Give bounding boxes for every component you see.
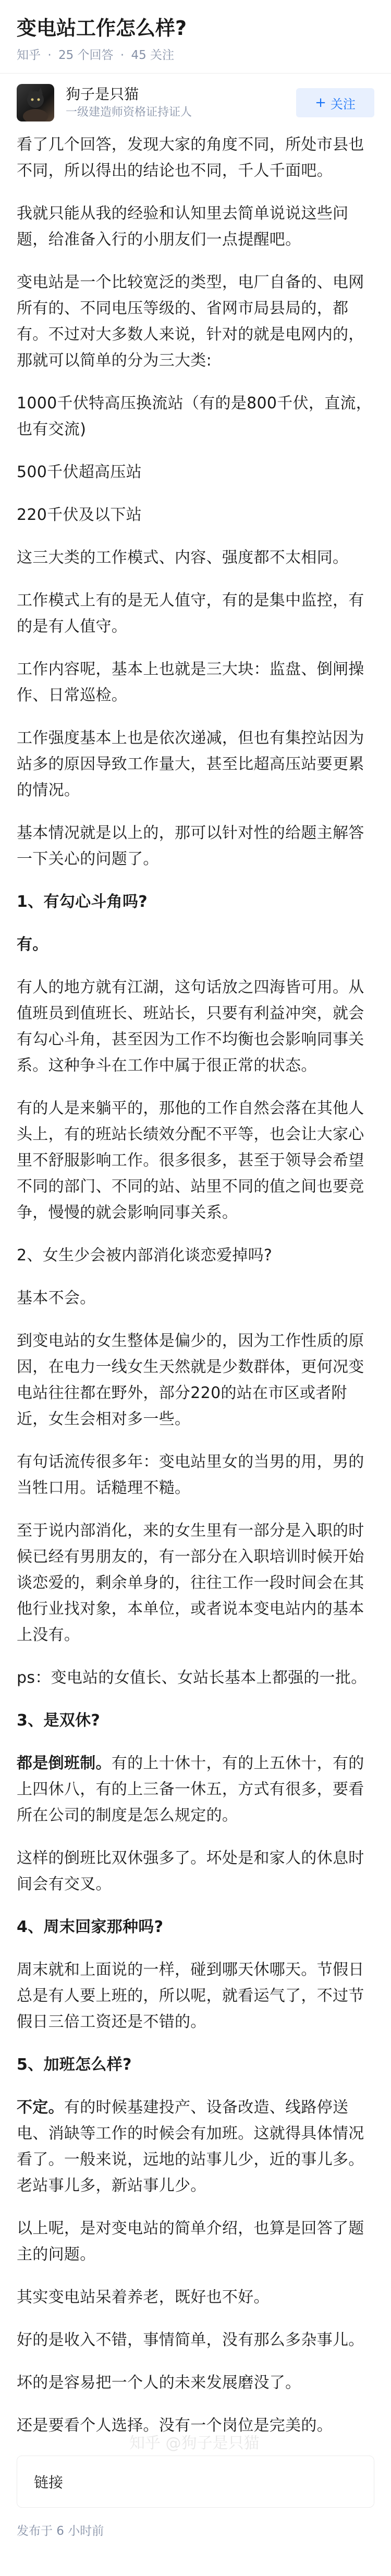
answer-paragraph [17,1518,374,1648]
answer-paragraph [17,545,374,571]
answer-heading [17,2052,374,2078]
watermark: 知乎 @狗子是只猫 [129,2434,260,2452]
answer-paragraph [17,588,374,640]
answer-text: 有的时候基建投产、设备改造、线路停送电、消缺等工作的时候会有加班。这就得具体情况看了。一般来说，远地的站事儿少，近的事儿多。老站事儿多，新站事儿少。 [17,2098,364,2195]
answer-paragraph [17,1096,374,1226]
answer-paragraph [17,1957,374,2035]
answer-text: 有人的地方就有江湖，这句话放之四海皆可用。从值班员到值班长、班站长，只要有利益冲突，就会有勾心斗角，甚至因为工作不均衡也会影响同事关系。这种争斗在工作中属于很正常的状态。 [17,978,364,1075]
answer-paragraph [17,1751,374,1829]
answer-text: 好的是收入不错，事情简单，没有那么多杂事儿。 [17,2331,364,2349]
answer-text: 3、是双休? [17,1711,101,1730]
answer-paragraph [17,270,374,374]
answer-text: 这三大类的工作模式、内容、强度都不太相同。 [17,549,349,567]
answer-paragraph [17,1285,374,1311]
answer-text: 变电站是一个比较宽泛的类型，电厂自备的、电网所有的、不同电压等级的、省网市局县局的，都有。不过对大多数人来说，针对的就是电网内的，那就可以简单的分为三大类: [17,273,364,370]
answer-heading [17,1708,374,1734]
answer-text: 基本不会。 [17,1289,96,1307]
question-meta [17,45,374,66]
answer-text: 其实变电站呆着养老，既好也不好。 [17,2288,270,2306]
meta-separator: · [120,48,125,62]
answer-text: 看了几个回答，发现大家的角度不同，所处市县也不同，所以得出的结论也不同，千人千面吧。 [17,136,364,180]
answer-text: 到变电站的女生整体是偏少的，因为工作性质的原因，在电力一线女生天然就是少数群体，更何况变电站往往都在野外，部分220的站在市区或者附近，女生会相对多一些。 [17,1332,364,1428]
answer-paragraph [17,657,374,709]
follower-count: 45 关注 [131,48,175,62]
published-time: 发布于 6 小时前 [17,2524,104,2538]
answer-text: 220千伏及以下站 [17,506,142,524]
answer-count[interactable]: 25 个回答 [58,48,114,62]
answer-paragraph [17,201,374,253]
answer-paragraph [17,2370,374,2396]
follow-label: 关注 [330,96,356,112]
link-label: 链接 [34,2474,64,2491]
answer-paragraph [17,132,374,184]
answer-text: 1000千伏特高压换流站（有的是800千伏，直流，也有交流) [17,394,372,439]
answer-text: 500千伏超高压站 [17,463,142,481]
answer-paragraph [17,1243,374,1269]
answer-paragraph [17,1665,374,1691]
answer-text: 工作强度基本上也是依次递减，但也有集控站因为站多的原因导致工作量大，甚至比超高压站要更累的情况。 [17,729,364,799]
avatar-icon-graphic [17,84,54,121]
answer-text: 工作模式上有的是无人值守，有的是集中监控，有的是有人值守。 [17,591,364,636]
question-source: 知乎 [17,48,41,62]
answer-paragraph [17,2216,374,2268]
answer-text: 我就只能从我的经验和认知里去简单说说这些问题，给准备入行的小朋友们一点提醒吧。 [17,204,349,249]
answer-paragraph [17,1328,374,1432]
answer-paragraph [17,975,374,1079]
author-info [66,84,296,121]
answer-text: 这样的倒班比双休强多了。坏处是和家人的休息时间会有交叉。 [17,1849,364,1893]
answer-paragraph [17,2327,374,2353]
answer-text: 以上呢，是对变电站的简单介绍，也算是回答了题主的问题。 [17,2219,364,2264]
answer-heading [17,1914,374,1940]
question-title[interactable]: 变电站工作怎么样? [17,17,187,40]
answer-paragraph [17,2413,374,2439]
answer-text: 有的上十休十，有的上五休十，有的上四休八，有的上三备一休五，方式有很多，要看所在公司的制度是怎么规定的。 [17,1754,364,1825]
answer-paragraph [17,502,374,528]
answer-text: 2、女生少会被内部消化谈恋爱掉吗? [17,1246,273,1265]
answer-paragraph [17,1845,374,1898]
answer-text: 工作内容呢，基本上也就是三大块：监盘、倒闸操作、日常巡检。 [17,660,364,704]
answer-bold-lead: 不定。 [17,2098,64,2117]
meta-separator: · [47,48,52,62]
answer-paragraph [17,820,374,872]
answer-text: 还是要看个人选择。没有一个岗位是完美的。 [17,2416,333,2435]
author-certification: 一级建造师资格证持证人 [66,106,192,119]
answer-text: 有。 [17,935,48,954]
avatar-icon[interactable] [17,84,54,121]
answer-text: 周末就和上面说的一样，碰到哪天休哪天。节假日总是有人要上班的，所以呢，就看运气了，不过节假日三倍工资还是不错的。 [17,1961,364,2031]
link-card[interactable] [17,2456,374,2508]
answer-paragraph [17,2095,374,2199]
answer-bold-lead: 都是倒班制。 [17,1754,112,1772]
author-row [17,74,374,132]
answer-body [17,132,374,2439]
answer-paragraph [17,391,374,443]
answer-text: 1、有勾心斗角吗? [17,893,148,911]
answer-text: ps：变电站的女值长、女站长基本上都强的一批。 [17,1669,367,1687]
answer-heading [17,889,374,915]
answer-text: 至于说内部消化，来的女生里有一部分是入职的时候已经有男朋友的，有一部分在入职培训时候开始谈恋爱的，剩余单身的，往往工作一段时间会在其他行业找对象，本单位，或者说本变电站内的基本上没有。 [17,1522,364,1644]
answer-paragraph [17,459,374,485]
answer-heading [17,932,374,958]
answer-text: 4、周末回家那种吗? [17,1918,164,1936]
author-name[interactable]: 狗子是只猫 [66,86,139,103]
follow-button[interactable] [296,88,374,117]
answer-text: 基本情况就是以上的，那可以针对性的给题主解答一下关心的问题了。 [17,824,364,868]
answer-text: 有的人是来躺平的，那他的工作自然会落在其他人头上，有的班站长绩效分配不平等，也会让大家心里不舒服影响工作。很多很多，甚至于领导会希望不同的部门、不同的站、站里不同的值之间也要竞争，慢慢的就会影响同事关系。 [17,1099,364,1222]
answer-text: 有句话流传很多年：变电站里女的当男的用，男的当牲口用。话糙理不糙。 [17,1453,364,1497]
answer-paragraph [17,1449,374,1501]
answer-paragraph [17,725,374,804]
answer-text: 5、加班怎么样? [17,2056,132,2074]
plus-icon: + [315,95,326,111]
answer-text: 坏的是容易把一个人的未来发展磨没了。 [17,2374,301,2392]
answer-paragraph [17,2285,374,2311]
